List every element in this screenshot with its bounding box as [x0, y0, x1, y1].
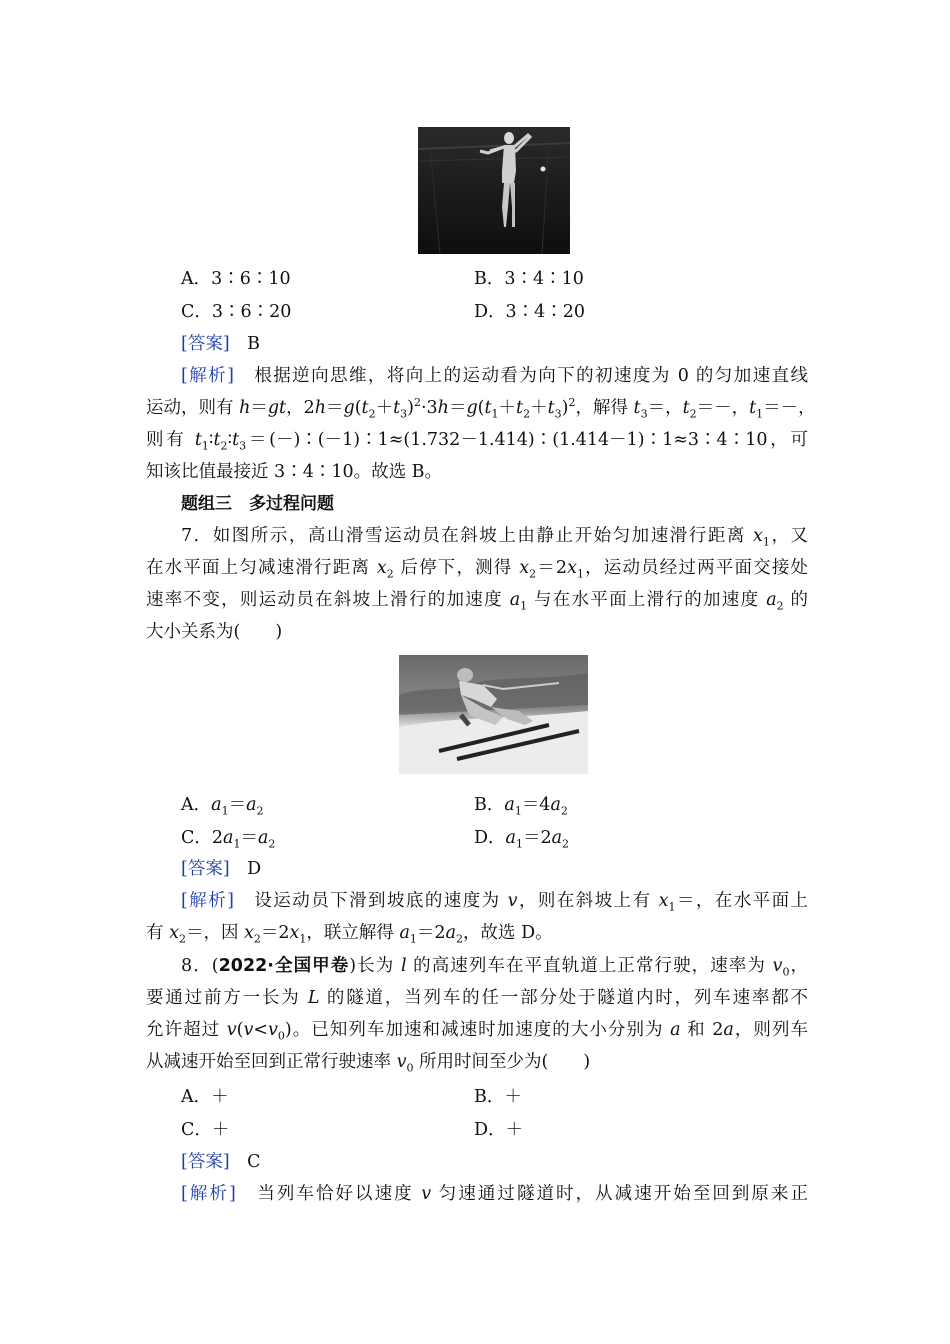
q6-analysis-line-2: 运动，则有 h＝gt，$2h=g(t_2+t_3)^2\cdot 3h=g(t_1+t_2+t_3)^2$，解得 $t_3=$，$t_2=-$，$t_1=-$， — [146, 396, 816, 421]
q7-analysis-line-1: [解析] 设运动员下滑到坡底的速度为 v，则在斜坡上有 $x_1=$，在水平面上 — [181, 891, 809, 914]
q8-option-b: B．＋ — [474, 1087, 522, 1107]
option-prefix: B． — [474, 795, 505, 815]
q7-option-b: B．$a_1=4a_2$ — [474, 795, 568, 818]
q6-analysis-line-3: 则有 $t_1∶t_2∶t_3=(-)∶(-1)∶1\approx(1.732-1.414)∶(1.414-1)∶1\approx 3∶4∶10$，可 — [146, 430, 808, 453]
q6-analysis-line-1 — [181, 360, 808, 392]
q8-analysis-line-1: [解析] 当列车恰好以速度 v 匀速通过隧道时，从减速开始至回到原来正 — [181, 1184, 809, 1204]
answer-value: D — [247, 859, 262, 879]
q7-text: 7．如图所示，高山滑雪运动员在斜坡上由静止开始匀加速滑行距离 — [181, 526, 754, 546]
q7-option-c: C．$2a_1=a_2$ — [181, 828, 276, 851]
q6-option-b: B．3∶4∶10 — [474, 269, 584, 289]
q6-option-a: A．3∶6∶10 — [181, 269, 291, 289]
q7-line-1: 7．如图所示，高山滑雪运动员在斜坡上由静止开始匀加速滑行距离 $x_1$，又 — [181, 526, 808, 549]
q7-line-4: 大小关系为( ) — [146, 622, 283, 642]
option-prefix: C． — [181, 828, 212, 848]
analysis-tag: [解析] — [181, 1184, 236, 1204]
q8-text: 从减速开始至回到正常行驶速率 — [146, 1052, 397, 1072]
q7-answer — [181, 853, 808, 885]
q8-line-2: 要通过前方一长为 L 的隧道，当列车的任一部分处于隧道内时，列车速率都不 — [146, 988, 809, 1008]
answer-tag: [答案] — [181, 859, 230, 879]
answer-tag: [答案] — [181, 1152, 230, 1172]
q6-answer — [181, 328, 808, 360]
q7-option-d: D．$a_1=2a_2$ — [474, 828, 570, 851]
q8-source: 2022·全国甲卷 — [218, 956, 350, 976]
q6-analysis-line-4: 知该比值最接近 3∶4∶10。故选 B。 — [146, 462, 443, 482]
option-prefix: D． — [474, 828, 506, 848]
q8-line-3: 允许超过 $v(v<v_0)$。已知列车加速和减速时加速度的大小分别为 a 和 2a，则列车 — [146, 1020, 809, 1043]
q7-option-a: A．$a_1=a_2$ — [181, 795, 264, 818]
q8-option-d: D．＋ — [474, 1120, 524, 1140]
q7-line-3: 速率不变，则运动员在斜坡上滑行的加速度 $a_1$ 与在水平面上滑行的加速度 $a_2$ 的 — [146, 590, 809, 613]
q7-analysis-line-2: 有 $x_2=$，因 $x_2=2x_1$，联立解得 $a_1=2a_2$，故选 D。 — [146, 923, 553, 946]
analysis-tag: [解析] — [181, 366, 234, 386]
answer-value: C — [247, 1152, 261, 1172]
answer-value: B — [247, 334, 261, 354]
analysis-tag: [解析] — [181, 891, 234, 911]
analysis-text: 根据逆向思维，将向上的运动看为向下的初速度为 0 的匀加速直线 — [254, 366, 809, 386]
q6-option-c: C．3∶6∶20 — [181, 302, 292, 322]
q8-line-1: 8．(2022·全国甲卷)长为 l 的高速列车在平直轨道上正常行驶，速率为 $v_0$， — [181, 956, 809, 979]
q8-answer — [181, 1146, 808, 1178]
q7-line-2: 在水平面上匀减速滑行距离 $x_2$ 后停下，测得 $x_2=2x_1$，运动员经过两平面交接处 — [146, 558, 809, 581]
q6-option-d: D．3∶4∶20 — [474, 302, 586, 322]
q8-line-4: 从减速开始至回到正常行驶速率 $v_0$ 所用时间至少为( ) — [146, 1052, 591, 1075]
diver-photo — [418, 127, 570, 254]
section-title: 题组三 多过程问题 — [181, 494, 334, 514]
answer-tag: [答案] — [181, 334, 230, 354]
skier-photo — [399, 655, 588, 774]
q8-option-a: A．＋ — [181, 1087, 229, 1107]
q8-option-c: C．＋ — [181, 1120, 230, 1140]
option-prefix: A． — [181, 795, 212, 815]
